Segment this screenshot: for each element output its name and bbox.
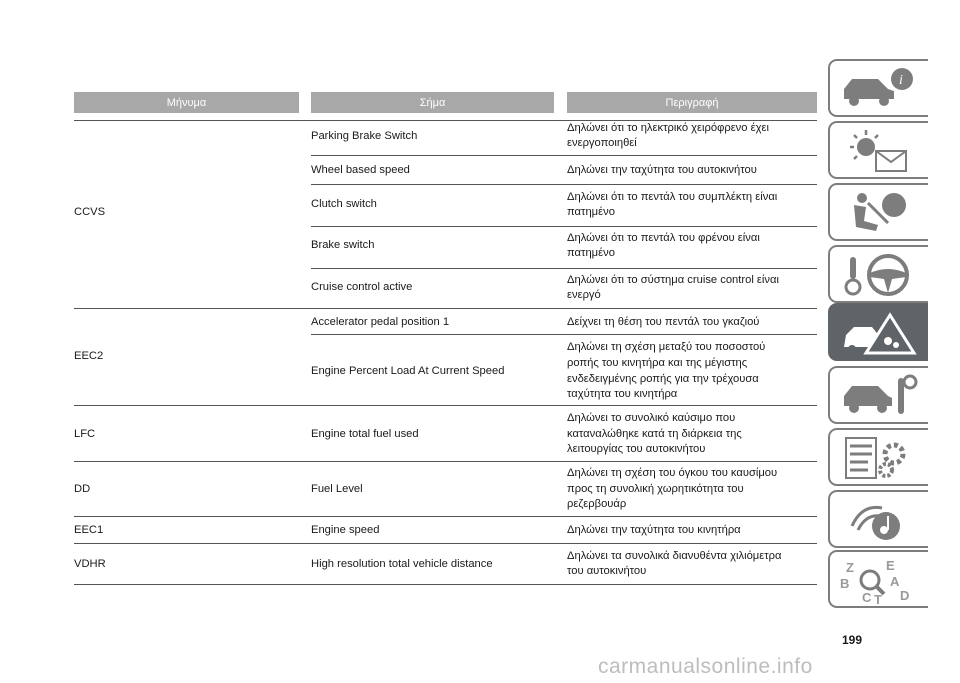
description-line: Δηλώνει τα συνολικά διανυθέντα χιλιόμετρα	[567, 550, 782, 562]
signal-cell: Engine total fuel used	[311, 428, 419, 440]
description-line: του αυτοκινήτου	[567, 565, 647, 577]
header-description-label: Περιγραφή	[665, 96, 719, 109]
row-divider	[74, 405, 817, 406]
row-divider	[311, 226, 817, 227]
index-letter: T	[874, 592, 882, 604]
row-divider	[74, 308, 817, 309]
emergency-car-icon	[838, 309, 923, 357]
index-letter: C	[862, 590, 872, 604]
header-description	[567, 92, 817, 113]
index-letter: D	[900, 588, 910, 603]
description-line: πατημένο	[567, 247, 615, 259]
description-line: ενδεδειγμένης ροπής για την τρέχουσα	[567, 373, 759, 385]
tab-car-info[interactable]	[828, 59, 928, 117]
index-letter: E	[886, 558, 895, 573]
message-cell: VDHR	[74, 558, 106, 570]
row-divider	[74, 543, 817, 544]
message-cell: LFC	[74, 428, 96, 440]
signal-cell: Wheel based speed	[311, 164, 410, 176]
message-cell: CCVS	[74, 206, 106, 218]
tab-safety[interactable]	[828, 183, 928, 241]
signal-cell: High resolution total vehicle distance	[311, 558, 493, 570]
message-cell: EEC2	[74, 350, 104, 362]
header-signal-label: Σήμα	[419, 96, 446, 109]
index-letter: B	[840, 576, 850, 591]
signal-cell: Brake switch	[311, 239, 375, 251]
description-line: Δηλώνει τη σχέση μεταξύ του ποσοστού	[567, 341, 766, 353]
index-abc-icon	[838, 556, 923, 604]
description-line: Δηλώνει ότι το πεντάλ του φρένου είναι	[567, 232, 760, 244]
description-line: Δηλώνει την ταχύτητα του αυτοκινήτου	[567, 164, 757, 176]
description-line: λειτουργίας του αυτοκινήτου	[567, 443, 706, 455]
description-line: Δηλώνει ότι το σύστημα cruise control είναι	[567, 274, 779, 286]
row-divider	[74, 516, 817, 517]
watermark: carmanualsonline.info	[598, 655, 813, 678]
tab-index[interactable]	[828, 550, 928, 608]
description-line: καταναλώθηκε κατά τη διάρκεια της	[567, 428, 742, 440]
svg-text:i: i	[899, 73, 903, 88]
message-cell: DD	[74, 483, 91, 495]
description-line: Δείχνει τη θέση του πεντάλ του γκαζιού	[567, 316, 760, 328]
signal-cell: Engine speed	[311, 524, 380, 536]
description-line: Δηλώνει την ταχύτητα του κινητήρα	[567, 524, 741, 536]
description-line: ροπής του κινητήρα και της μέγιστης	[567, 357, 748, 369]
signal-cell: Parking Brake Switch	[311, 130, 418, 142]
warning-lights-icon	[838, 127, 923, 175]
technical-data-icon	[838, 434, 923, 482]
row-divider	[311, 268, 817, 269]
description-line: ενεργό	[567, 289, 601, 301]
page-number: 199	[842, 633, 863, 647]
safety-airbag-icon	[838, 189, 923, 237]
signal-cell: Clutch switch	[311, 198, 377, 210]
tab-multimedia[interactable]	[828, 490, 928, 548]
description-line: Δηλώνει το συνολικό καύσιμο που	[567, 412, 736, 424]
signal-cell: Cruise control active	[311, 281, 413, 293]
row-divider	[311, 155, 817, 156]
tab-warning-lights[interactable]	[828, 121, 928, 179]
row-divider	[74, 461, 817, 462]
tab-maintenance[interactable]	[828, 366, 928, 424]
description-line: Δηλώνει τη σχέση του όγκου του καυσίμου	[567, 467, 778, 479]
signal-cell: Accelerator pedal position 1	[311, 316, 450, 328]
signal-cell: Engine Percent Load At Current Speed	[311, 365, 505, 377]
car-info-icon	[838, 65, 923, 113]
tab-technical-data[interactable]	[828, 428, 928, 486]
message-cell: EEC1	[74, 524, 104, 536]
steering-wheel-icon	[838, 251, 923, 299]
tab-emergency[interactable]	[828, 303, 928, 361]
header-message	[74, 92, 299, 113]
signal-cell: Fuel Level	[311, 483, 363, 495]
maintenance-tools-icon	[838, 372, 923, 420]
tab-starting-driving[interactable]	[828, 245, 928, 303]
index-letter: A	[890, 574, 900, 589]
description-line: προς τη συνολική χωρητικότητα του	[567, 483, 744, 495]
header-signal	[311, 92, 554, 113]
row-divider	[74, 584, 817, 585]
index-letter: Z	[846, 560, 854, 575]
description-line: ταχύτητα του κινητήρα	[567, 388, 678, 400]
description-line: Δηλώνει ότι το ηλεκτρικό χειρόφρενο έχει	[567, 122, 769, 134]
multimedia-icon	[838, 496, 923, 544]
description-line: Δηλώνει ότι το πεντάλ του συμπλέκτη είναι	[567, 191, 778, 203]
description-line: ενεργοποιηθεί	[567, 137, 637, 149]
header-message-label: Μήνυμα	[166, 96, 207, 109]
row-divider	[311, 334, 817, 335]
description-line: πατημένο	[567, 206, 615, 218]
row-divider	[311, 184, 817, 185]
description-line: ρεζερβουάρ	[567, 498, 627, 510]
